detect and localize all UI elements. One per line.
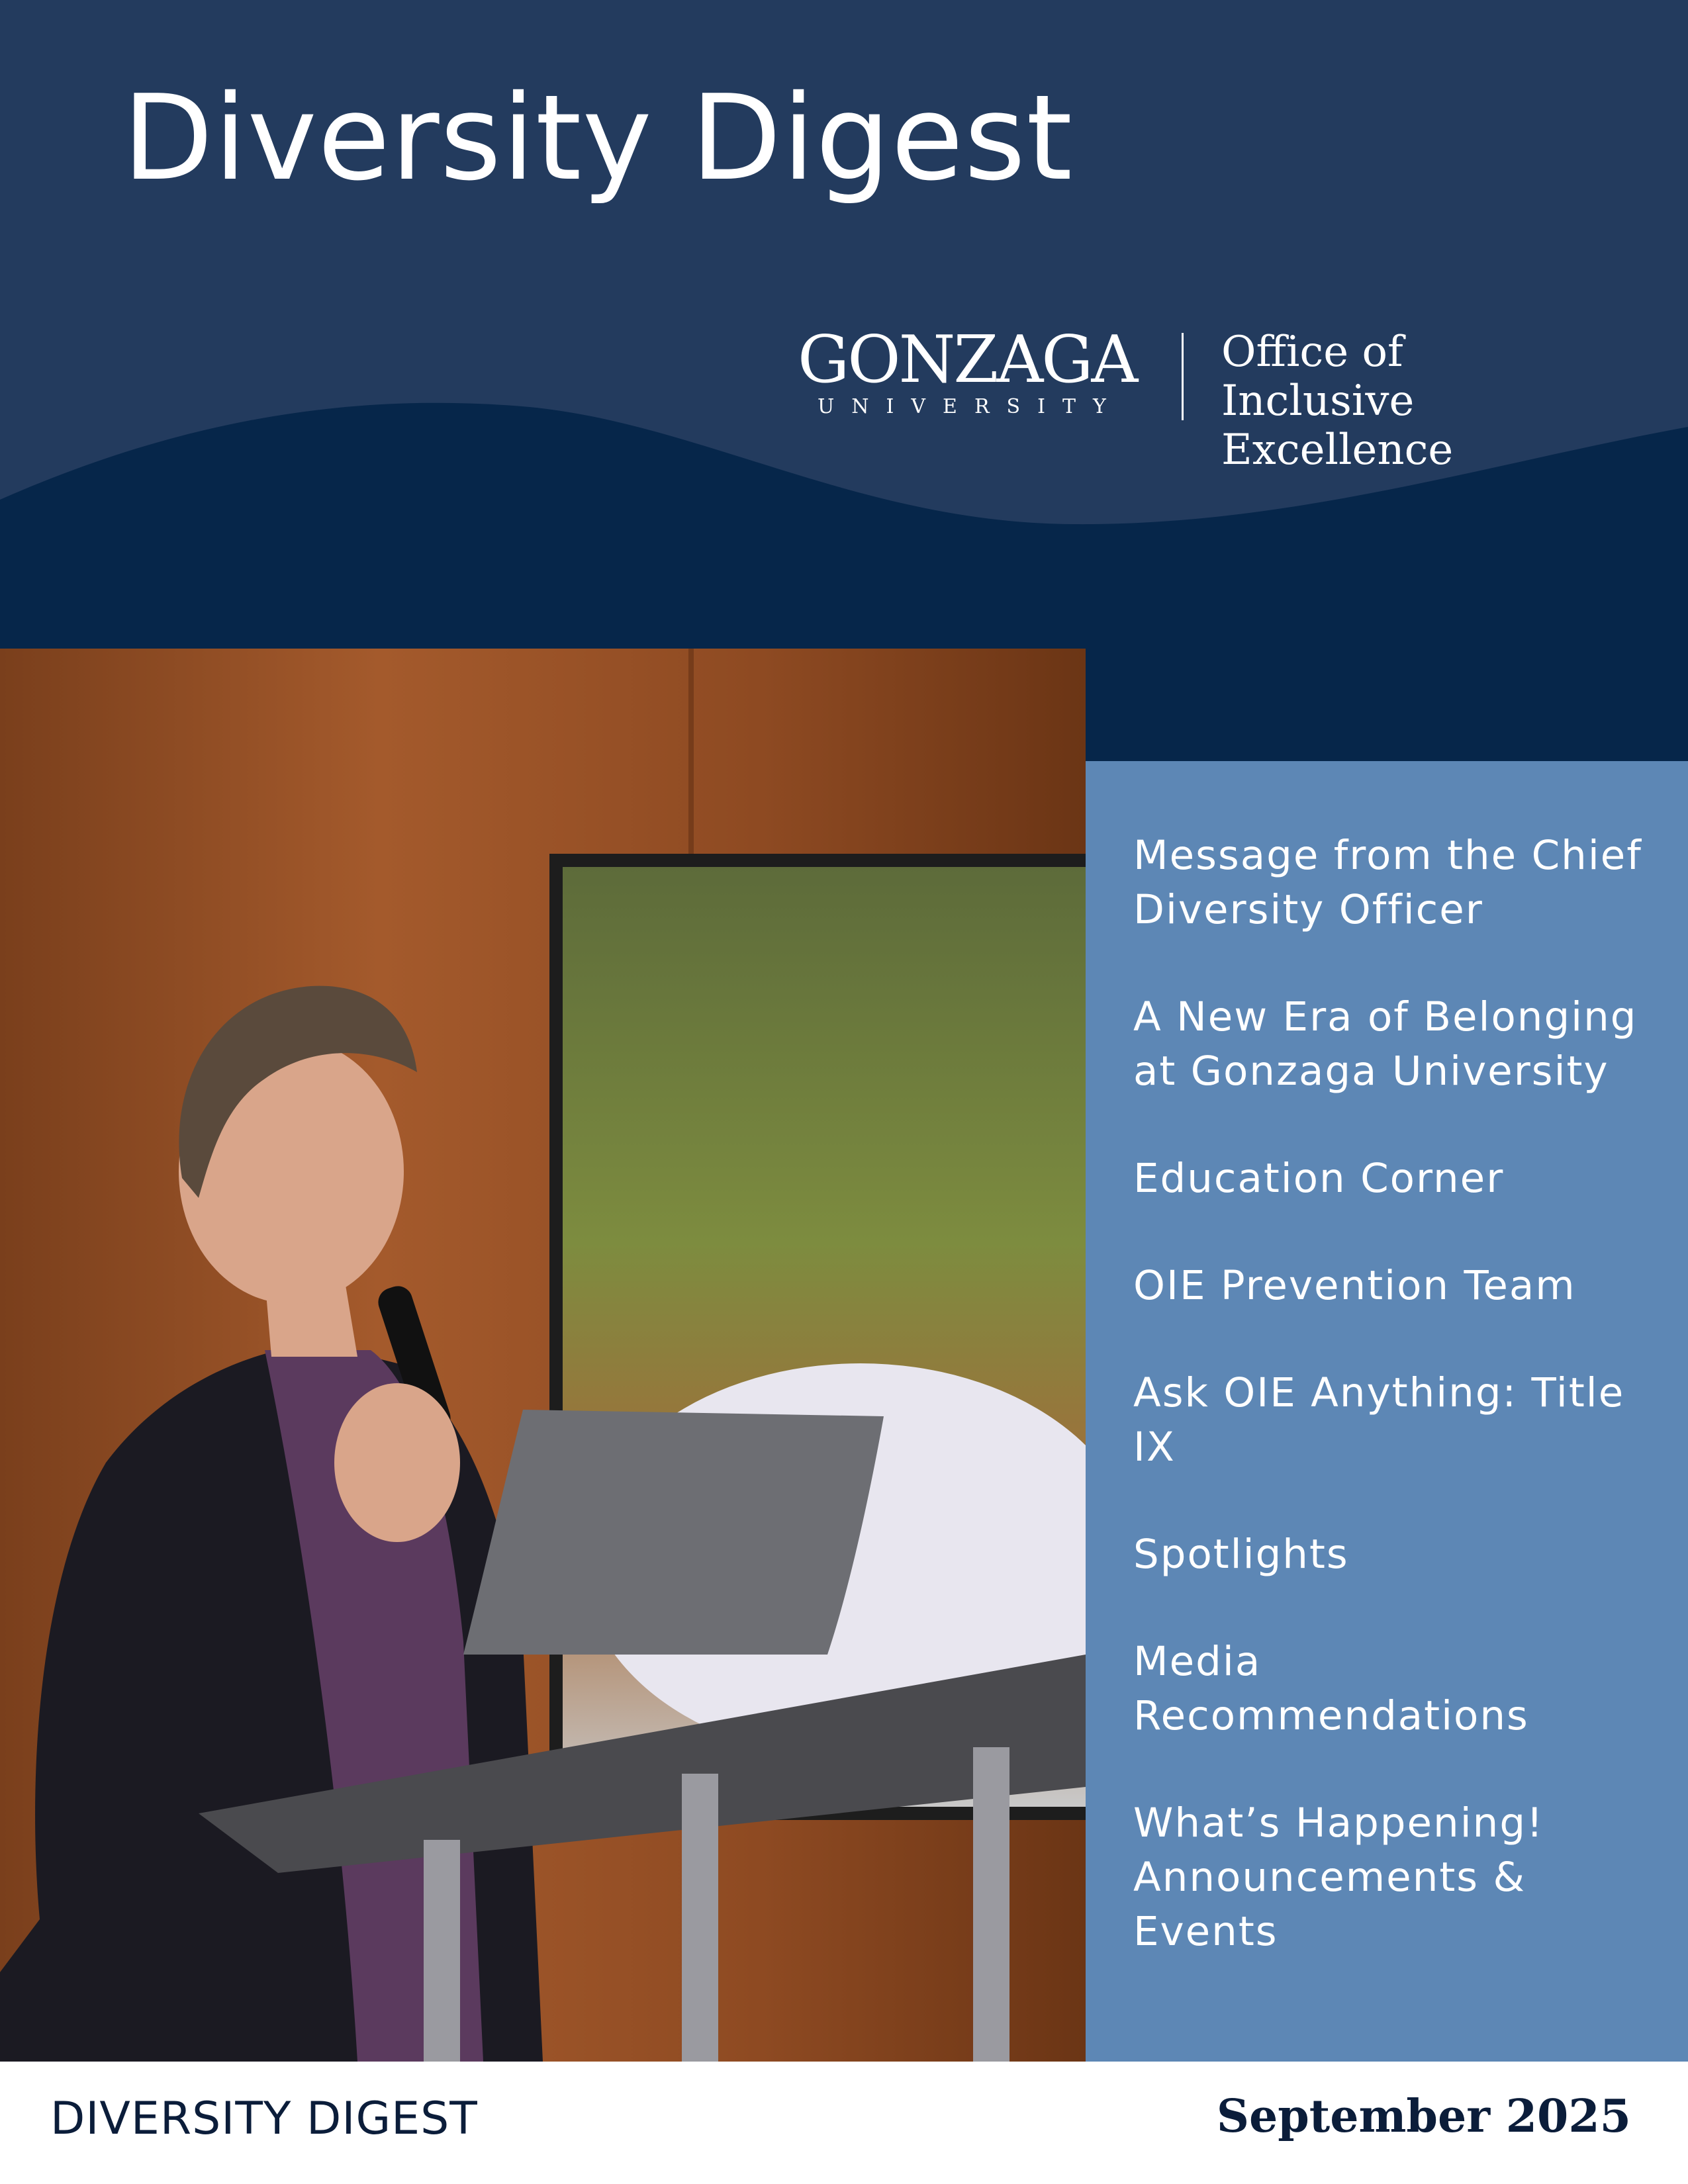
logo-divider — [1182, 333, 1184, 420]
podium-leg-right — [973, 1747, 1009, 2062]
logo-wordmark: GONZAGA — [798, 322, 1137, 398]
podium-leg-left — [424, 1840, 460, 2062]
contents-item[interactable]: OIE Prevention Team — [1133, 1262, 1576, 1309]
logo-office-name: Office of Inclusive Excellence — [1221, 328, 1454, 475]
contents-item[interactable]: Education Corner — [1133, 1155, 1505, 1202]
logo-university: UNIVERSITY — [818, 395, 1123, 418]
gonzaga-oie-logo — [798, 322, 1658, 475]
contents-item[interactable]: Ask OIE Anything: Title IX — [1133, 1369, 1625, 1471]
footer-publication-name: DIVERSITY DIGEST — [50, 2093, 478, 2145]
contents-item[interactable]: A New Era of Belonging at Gonzaga University — [1133, 993, 1638, 1095]
cover-photo-speaker — [0, 649, 1086, 2062]
newsletter-title: Diversity Digest — [122, 69, 1074, 206]
speaker-hand — [334, 1383, 460, 1542]
contents-item[interactable]: Media Recommendations — [1133, 1638, 1529, 1739]
footer-issue-date: September 2025 — [1216, 2090, 1631, 2143]
contents-list — [1133, 829, 1663, 2012]
contents-item[interactable]: Spotlights — [1133, 1531, 1349, 1578]
laptop — [463, 1410, 884, 1655]
podium-leg-mid — [682, 1774, 718, 2062]
contents-item[interactable]: Message from the Chief Diversity Officer — [1133, 832, 1642, 933]
contents-item[interactable]: What’s Happening! Announcements & Events — [1133, 1799, 1544, 1955]
